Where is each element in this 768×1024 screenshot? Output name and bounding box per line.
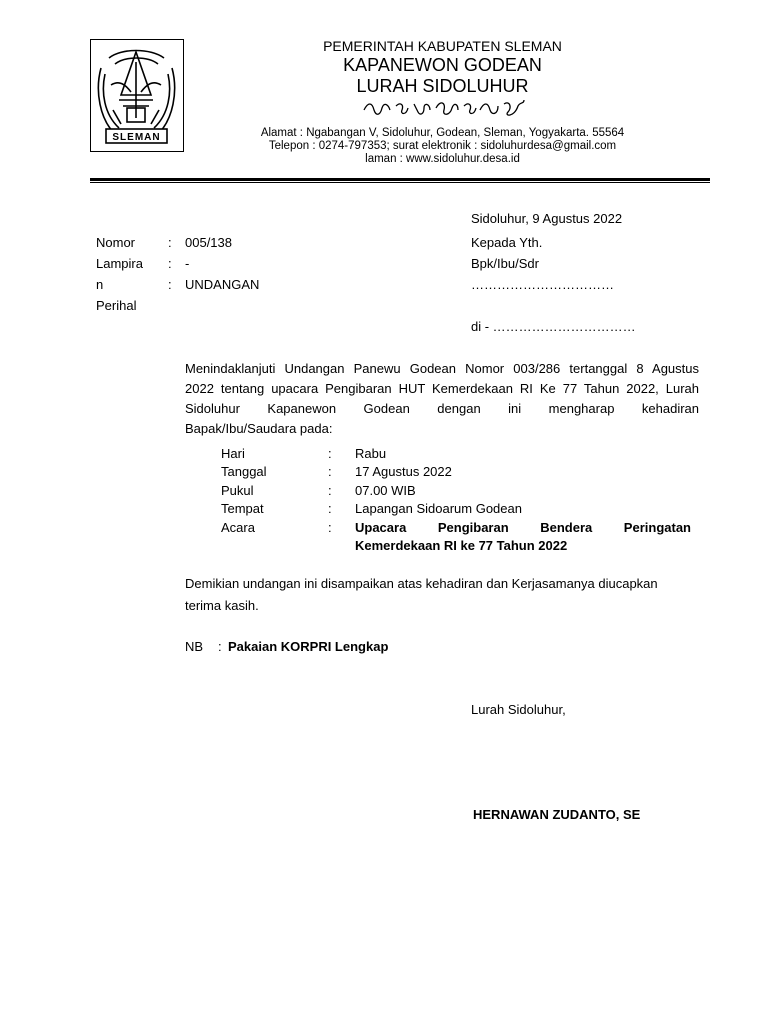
nb-text: Pakaian KORPRI Lengkap [228,639,389,654]
sleman-emblem-icon [91,40,182,150]
recipient-line1: Kepada Yth. [471,235,543,250]
detail-value-tempat: Lapangan Sidoarum Godean [355,501,522,516]
letterhead-website: laman : www.sidoluhur.desa.id [365,153,520,165]
body-line: 2022 tentang upacara Pengibaran HUT Kemerdekaan RI Ke 77 Tahun 2022, Lurah [185,381,699,396]
lampiran-label: Lampira [96,256,143,271]
detail-value-hari: Rabu [355,446,387,461]
detail-colon: : [328,446,332,461]
header-rule-thick [90,178,710,181]
lampiran-label-wrap: n [96,277,104,292]
closing-line: terima kasih. [185,598,259,613]
letterhead-address: Alamat : Ngabangan V, Sidoluhur, Godean, Sleman, Yogyakarta. 55564 [260,127,625,139]
detail-label-hari: Hari [221,446,245,461]
detail-value-pukul: 07.00 WIB [355,483,416,498]
body-paragraph [185,359,699,439]
nomor-value: 005/138 [185,235,232,250]
nb-label: NB [185,639,204,654]
javanese-script-icon [360,96,530,120]
header-rule-thin [90,182,710,183]
detail-value-acara-line1: Upacara Pengibaran Bendera Peringatan [355,520,691,535]
detail-colon: : [328,464,332,479]
letterhead-phone: Telepon : 0274-797353; surat elektronik : sidoluhurdesa@gmail.com [268,140,617,152]
detail-label-tanggal: Tanggal [221,464,267,479]
letterhead-line2: KAPANEWON GODEAN [343,55,542,75]
body-line: Menindaklanjuti Undangan Panewu Godean Nomor 003/286 tertanggal 8 Agustus [185,361,699,376]
detail-colon: : [328,520,332,535]
detail-label-pukul: Pukul [221,483,254,498]
logo-ribbon-text: SLEMAN [112,132,161,143]
recipient-dots: …………………………… [471,277,614,292]
closing-paragraph [185,573,705,617]
recipient-di: di - …………………………… [471,319,636,334]
lampiran-colon: : [168,256,172,271]
detail-colon: : [328,483,332,498]
detail-label-tempat: Tempat [221,501,264,516]
lampiran-value: - [185,256,190,271]
body-line: Bapak/Ibu/Saudara pada: [185,421,333,436]
closing-line: Demikian undangan ini disampaikan atas kehadiran dan Kerjasamanya diucapkan [185,576,658,591]
detail-value-tanggal: 17 Agustus 2022 [355,464,452,479]
signature-title: Lurah Sidoluhur, [471,702,566,717]
nomor-label: Nomor [96,235,136,250]
perihal-label: Perihal [96,298,137,313]
nomor-colon: : [168,235,172,250]
perihal-colon: : [168,277,172,292]
perihal-value: UNDANGAN [185,277,260,292]
detail-label-acara: Acara [221,520,255,535]
nb-colon: : [218,639,222,654]
signature-name: HERNAWAN ZUDANTO, SE [473,807,641,822]
letterhead-line1: PEMERINTAH KABUPATEN SLEMAN [323,38,562,54]
recipient-line2: Bpk/Ibu/Sdr [471,256,539,271]
body-line: Sidoluhur Kapanewon Godean dengan ini mengharap kehadiran [185,401,699,416]
letter-date: Sidoluhur, 9 Agustus 2022 [471,211,623,226]
letterhead-line3: LURAH SIDOLUHUR [356,76,529,96]
detail-value-acara-line2: Kemerdekaan RI ke 77 Tahun 2022 [355,538,568,553]
sleman-logo [90,39,184,152]
detail-colon: : [328,501,332,516]
